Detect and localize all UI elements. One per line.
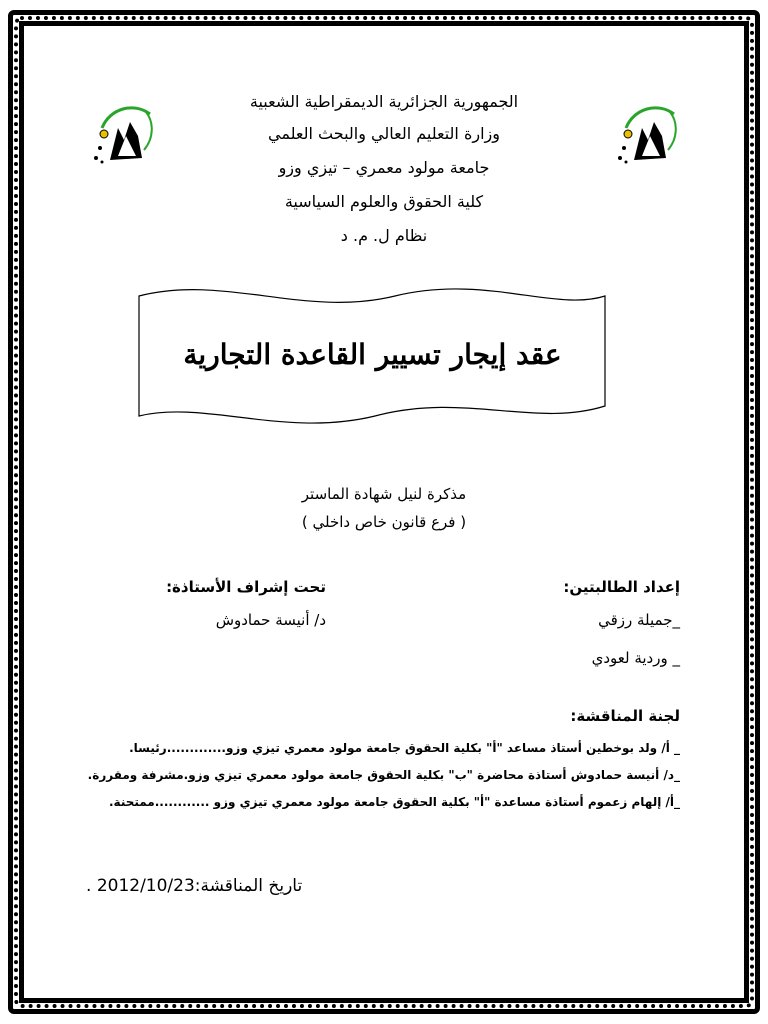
committee-member: _أ/ إلهام زعموم أستاذة مساعدة "أ" بكلية الحقوق جامعة مولود معمري تيزي وزو ............ممتحنة. [108,795,680,809]
header-republic: الجمهورية الجزائرية الديمقراطية الشعبية [249,92,519,111]
header-university: جامعة مولود معمري – تيزي وزو [278,158,490,177]
committee-member: _ أ/ ولد بوخطين أستاذ مساعد "أ" بكلية الحقوق جامعة مولود معمري تيزي وزو.............رئيسا. [129,741,680,755]
defense-date: تاريخ المناقشة:2012/10/23 . [86,876,303,896]
student-name: _ وردية لعودي [591,649,680,667]
header-ministry: وزارة التعليم العالي والبحث العلمي [268,124,500,143]
document-title: عقد إيجار تسيير القاعدة التجارية [183,338,562,371]
subtitle-branch: ( فرع قانون خاص داخلي ) [301,513,467,531]
supervisor-name: د/ أنيسة حمادوش [215,611,326,629]
students-heading: إعداد الطالبتين: [563,578,680,596]
header-system: نظام ل. م. د [340,226,428,245]
supervisor-heading: تحت إشراف الأستاذة: [166,578,326,596]
committee-heading: لجنة المناقشة: [570,707,680,725]
committee-member: _د/ أنيسة حمادوش أستاذة محاضرة "ب" بكلية الحقوق جامعة مولود معمري تيزي وزو.مشرفة ومقررة. [87,768,680,782]
subtitle-degree: مذكرة لنيل شهادة الماستر [301,485,467,503]
header-faculty: كلية الحقوق والعلوم السياسية [284,192,484,211]
student-name: _جميلة رزقي [598,611,680,629]
